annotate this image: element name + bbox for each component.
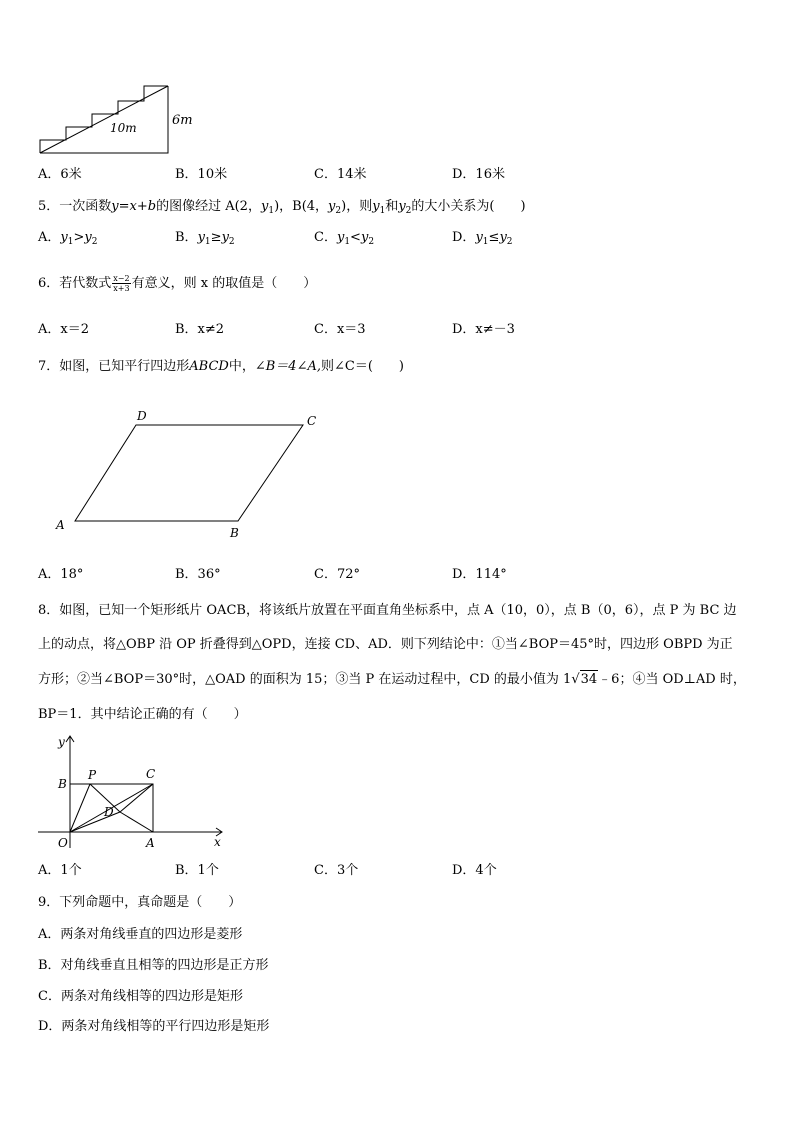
stairs-hypotenuse-label: 10m — [110, 121, 137, 135]
q8-option-a[interactable]: A．1个 — [38, 863, 82, 878]
q8-option-d[interactable]: D．4个 — [452, 863, 497, 878]
q4-option-d[interactable]: D．16米 — [452, 167, 505, 182]
q6-option-a[interactable]: A．x＝2 — [38, 322, 89, 337]
vertex-b-label: B — [230, 526, 239, 540]
q5-stem: 5．一次函数y=x+b的图像经过 A(2，$y_1$)，B(4，$y_2$)，则$y_1$和$y_2$的大小关系为( ) — [38, 199, 526, 216]
q4-option-c[interactable]: C．14米 — [314, 167, 367, 182]
q5-option-a[interactable]: A．$y_1>y_2$ — [38, 230, 98, 247]
q8-option-b[interactable]: B．1个 — [175, 863, 219, 878]
q6-stem: 6．若代数式 $\frac{x-2}{x+3}$ 有意义，则 x 的取值是（ ） — [38, 274, 317, 293]
q5-option-d[interactable]: D．$y_1\le y_2$ — [452, 230, 513, 247]
q7-option-a[interactable]: A．18° — [38, 567, 84, 582]
point-d-label: D — [104, 805, 114, 819]
q6-fraction: $\frac{x-2}{x+3}$ — [113, 274, 130, 293]
q6-option-d[interactable]: D．x≠－3 — [452, 322, 515, 337]
coordinate-figure — [38, 730, 238, 852]
parallelogram-figure — [50, 405, 330, 545]
q9-stem: 9．下列命题中，真命题是（ ） — [38, 895, 242, 910]
q6-option-b[interactable]: B．x≠2 — [175, 322, 225, 337]
vertex-c-label: C — [307, 414, 317, 428]
point-b-label: B — [58, 777, 67, 791]
point-c-label: C — [146, 767, 156, 781]
q7-option-d[interactable]: D．114° — [452, 567, 507, 582]
point-o-label: O — [58, 836, 68, 850]
q9-option-d[interactable]: D．两条对角线相等的平行四边形是矩形 — [38, 1019, 270, 1034]
stairs-height-label: 6m — [172, 113, 193, 128]
vertex-d-label: D — [137, 409, 147, 423]
axis-y-label: y — [58, 735, 65, 749]
q8-line-4: BP＝1．其中结论正确的有（ ） — [38, 707, 247, 722]
q9-option-b[interactable]: B．对角线垂直且相等的四边形是正方形 — [38, 958, 269, 973]
q7-option-c[interactable]: C．72° — [314, 567, 360, 582]
point-a-label: A — [146, 836, 155, 850]
q8-line-1: 8．如图，已知一个矩形纸片 OACB，将该纸片放置在平面直角坐标系中，点 A（10，0），点 B（0，6），点 P 为 BC 边 — [38, 603, 737, 618]
axis-x-label: x — [214, 835, 221, 849]
q8-line-3: 方形；②当∠BOP＝30°时，△OAD 的面积为 15；③当 P 在运动过程中，CD 的最小值为 1√34﹣6；④当 OD⊥AD 时， — [38, 672, 746, 687]
vertex-a-label: A — [56, 518, 65, 532]
q7-stem: 7．如图，已知平行四边形ABCD中，∠B＝4∠A,则∠C＝( ) — [38, 359, 404, 374]
q9-option-c[interactable]: C．两条对角线相等的四边形是矩形 — [38, 989, 243, 1004]
q7-option-b[interactable]: B．36° — [175, 567, 221, 582]
q8-line-2: 上的动点，将△OBP 沿 OP 折叠得到△OPD，连接 CD、AD．则下列结论中：①当∠BOP＝45°时，四边形 OBPD 为正 — [38, 637, 733, 652]
q5-option-c[interactable]: C．$y_1<y_2$ — [314, 230, 375, 247]
point-p-label: P — [88, 768, 97, 782]
q8-option-c[interactable]: C．3个 — [314, 863, 359, 878]
q6-option-c[interactable]: C．x＝3 — [314, 322, 366, 337]
q4-option-b[interactable]: B．10米 — [175, 167, 228, 182]
q4-option-a[interactable]: A．6米 — [38, 167, 82, 182]
q5-option-b[interactable]: B．$y_1\ge y_2$ — [175, 230, 235, 247]
q9-option-a[interactable]: A．两条对角线垂直的四边形是菱形 — [38, 927, 243, 942]
